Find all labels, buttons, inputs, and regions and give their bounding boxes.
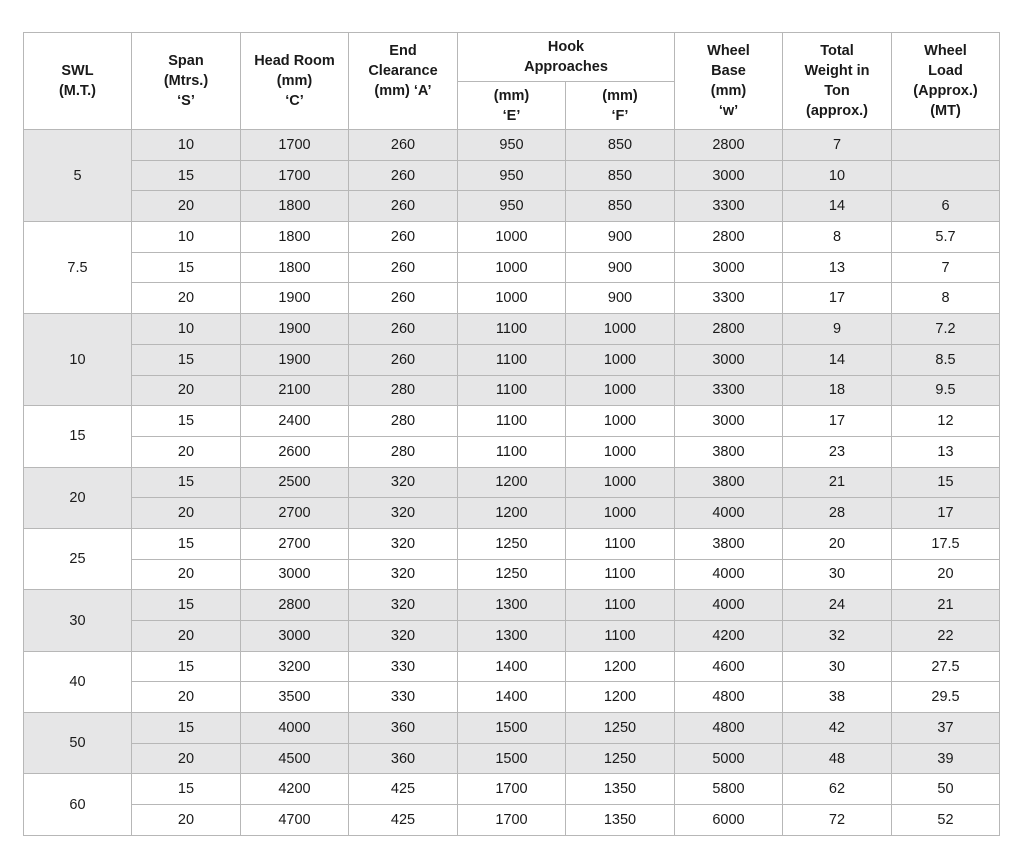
head-room-cell: 4000 bbox=[241, 713, 349, 744]
span-cell: 15 bbox=[132, 651, 241, 682]
total-weight-cell: 48 bbox=[783, 743, 892, 774]
head-room-cell: 3000 bbox=[241, 559, 349, 590]
hook-e-cell: 1200 bbox=[458, 467, 566, 498]
hook-f-cell: 900 bbox=[566, 252, 675, 283]
hook-e-cell: 1400 bbox=[458, 682, 566, 713]
wheel-load-cell: 20 bbox=[892, 559, 1000, 590]
header-hook-f-line2: ‘F’ bbox=[611, 107, 629, 124]
hook-f-cell: 1000 bbox=[566, 375, 675, 406]
header-wheel-load-line3: (Approx.) bbox=[913, 83, 978, 99]
hook-e-cell: 950 bbox=[458, 130, 566, 161]
hook-e-cell: 1700 bbox=[458, 774, 566, 805]
total-weight-cell: 8 bbox=[783, 222, 892, 253]
wheel-base-cell: 3300 bbox=[675, 375, 783, 406]
table-row bbox=[24, 713, 1000, 744]
head-room-cell: 3000 bbox=[241, 621, 349, 652]
header-total-weight-line2: Weight in bbox=[804, 63, 870, 79]
span-cell: 20 bbox=[132, 498, 241, 529]
wheel-base-cell: 4000 bbox=[675, 590, 783, 621]
span-cell: 20 bbox=[132, 743, 241, 774]
end-clearance-cell: 260 bbox=[349, 252, 458, 283]
head-room-cell: 1700 bbox=[241, 130, 349, 161]
hook-f-cell: 1000 bbox=[566, 406, 675, 437]
header-wheel-base-line1: Wheel bbox=[707, 43, 750, 59]
span-cell: 15 bbox=[132, 160, 241, 191]
header-hook-line2: Approaches bbox=[524, 59, 608, 75]
end-clearance-cell: 280 bbox=[349, 436, 458, 467]
total-weight-cell: 17 bbox=[783, 406, 892, 437]
hook-e-cell: 1200 bbox=[458, 498, 566, 529]
table-row bbox=[24, 774, 1000, 805]
wheel-load-cell: 17 bbox=[892, 498, 1000, 529]
header-head-room-line2: (mm) bbox=[276, 73, 313, 89]
hook-f-cell: 1100 bbox=[566, 621, 675, 652]
hook-e-cell: 1100 bbox=[458, 375, 566, 406]
header-wheel-base-line2: Base bbox=[711, 63, 746, 79]
wheel-base-cell: 3800 bbox=[675, 467, 783, 498]
hook-f-cell: 900 bbox=[566, 283, 675, 314]
wheel-base-cell: 3000 bbox=[675, 344, 783, 375]
hook-f-cell: 1000 bbox=[566, 314, 675, 345]
end-clearance-cell: 330 bbox=[349, 651, 458, 682]
wheel-load-cell: 5.7 bbox=[892, 222, 1000, 253]
hook-e-cell: 950 bbox=[458, 191, 566, 222]
crane-spec-table bbox=[23, 32, 1000, 836]
wheel-load-cell: 39 bbox=[892, 743, 1000, 774]
table-row bbox=[24, 590, 1000, 621]
head-room-cell: 2800 bbox=[241, 590, 349, 621]
wheel-load-cell: 8 bbox=[892, 283, 1000, 314]
span-cell: 20 bbox=[132, 805, 241, 836]
table-row bbox=[24, 805, 1000, 836]
header-head-room-line1: Head Room bbox=[254, 53, 335, 69]
wheel-base-cell: 4000 bbox=[675, 498, 783, 529]
head-room-cell: 2400 bbox=[241, 406, 349, 437]
table-row bbox=[24, 283, 1000, 314]
wheel-base-cell: 3000 bbox=[675, 406, 783, 437]
head-room-cell: 3200 bbox=[241, 651, 349, 682]
span-cell: 20 bbox=[132, 621, 241, 652]
wheel-base-cell: 3300 bbox=[675, 283, 783, 314]
hook-f-cell: 1000 bbox=[566, 467, 675, 498]
span-cell: 15 bbox=[132, 252, 241, 283]
header-end-clearance-line1: End bbox=[389, 43, 417, 59]
table-row bbox=[24, 498, 1000, 529]
swl-cell: 40 bbox=[24, 651, 132, 712]
end-clearance-cell: 260 bbox=[349, 222, 458, 253]
wheel-load-cell: 15 bbox=[892, 467, 1000, 498]
header-total-weight-line1: Total bbox=[820, 43, 854, 59]
table-row bbox=[24, 160, 1000, 191]
total-weight-cell: 13 bbox=[783, 252, 892, 283]
table-row bbox=[24, 743, 1000, 774]
table-header bbox=[24, 33, 1000, 130]
head-room-cell: 4200 bbox=[241, 774, 349, 805]
hook-f-cell: 1100 bbox=[566, 528, 675, 559]
swl-cell: 60 bbox=[24, 774, 132, 836]
head-room-cell: 1700 bbox=[241, 160, 349, 191]
span-cell: 20 bbox=[132, 375, 241, 406]
total-weight-cell: 14 bbox=[783, 191, 892, 222]
total-weight-cell: 24 bbox=[783, 590, 892, 621]
wheel-base-cell: 3000 bbox=[675, 160, 783, 191]
header-hook-e-line1: (mm) bbox=[493, 87, 530, 104]
header-wheel-base bbox=[675, 33, 783, 130]
table-row bbox=[24, 191, 1000, 222]
header-wheel-load bbox=[892, 33, 1000, 130]
table-row bbox=[24, 682, 1000, 713]
end-clearance-cell: 280 bbox=[349, 375, 458, 406]
table-body bbox=[24, 130, 1000, 836]
wheel-base-cell: 2800 bbox=[675, 222, 783, 253]
hook-e-cell: 950 bbox=[458, 160, 566, 191]
end-clearance-cell: 330 bbox=[349, 682, 458, 713]
wheel-base-cell: 3800 bbox=[675, 528, 783, 559]
wheel-load-cell: 50 bbox=[892, 774, 1000, 805]
wheel-base-cell: 5000 bbox=[675, 743, 783, 774]
hook-e-cell: 1000 bbox=[458, 283, 566, 314]
wheel-base-cell: 3000 bbox=[675, 252, 783, 283]
head-room-cell: 1800 bbox=[241, 222, 349, 253]
head-room-cell: 1800 bbox=[241, 191, 349, 222]
hook-e-cell: 1300 bbox=[458, 590, 566, 621]
span-cell: 15 bbox=[132, 774, 241, 805]
header-wheel-base-line4: ‘w’ bbox=[718, 103, 739, 119]
end-clearance-cell: 425 bbox=[349, 774, 458, 805]
hook-f-cell: 1200 bbox=[566, 651, 675, 682]
hook-f-cell: 1350 bbox=[566, 774, 675, 805]
wheel-load-cell: 17.5 bbox=[892, 528, 1000, 559]
end-clearance-cell: 260 bbox=[349, 283, 458, 314]
table-row bbox=[24, 406, 1000, 437]
table-row bbox=[24, 436, 1000, 467]
header-hook-e-line2: ‘E’ bbox=[502, 107, 521, 124]
total-weight-cell: 10 bbox=[783, 160, 892, 191]
swl-cell: 7.5 bbox=[24, 222, 132, 314]
hook-f-cell: 1100 bbox=[566, 559, 675, 590]
wheel-base-cell: 3800 bbox=[675, 436, 783, 467]
end-clearance-cell: 260 bbox=[349, 160, 458, 191]
hook-f-cell: 1250 bbox=[566, 713, 675, 744]
head-room-cell: 2700 bbox=[241, 498, 349, 529]
total-weight-cell: 30 bbox=[783, 651, 892, 682]
hook-e-cell: 1100 bbox=[458, 406, 566, 437]
span-cell: 10 bbox=[132, 222, 241, 253]
table-row bbox=[24, 621, 1000, 652]
head-room-cell: 1800 bbox=[241, 252, 349, 283]
wheel-load-cell: 7 bbox=[892, 252, 1000, 283]
total-weight-cell: 28 bbox=[783, 498, 892, 529]
wheel-load-cell: 8.5 bbox=[892, 344, 1000, 375]
span-cell: 20 bbox=[132, 682, 241, 713]
span-cell: 15 bbox=[132, 528, 241, 559]
end-clearance-cell: 260 bbox=[349, 314, 458, 345]
hook-f-cell: 1000 bbox=[566, 498, 675, 529]
table-row bbox=[24, 375, 1000, 406]
swl-cell: 15 bbox=[24, 406, 132, 467]
hook-e-cell: 1100 bbox=[458, 314, 566, 345]
hook-f-cell: 850 bbox=[566, 191, 675, 222]
wheel-load-cell: 29.5 bbox=[892, 682, 1000, 713]
hook-f-cell: 1250 bbox=[566, 743, 675, 774]
wheel-base-cell: 3300 bbox=[675, 191, 783, 222]
span-cell: 20 bbox=[132, 436, 241, 467]
hook-f-cell: 1000 bbox=[566, 344, 675, 375]
wheel-load-cell: 52 bbox=[892, 805, 1000, 836]
wheel-load-cell: 13 bbox=[892, 436, 1000, 467]
total-weight-cell: 23 bbox=[783, 436, 892, 467]
table-row bbox=[24, 467, 1000, 498]
total-weight-cell: 32 bbox=[783, 621, 892, 652]
hook-e-cell: 1100 bbox=[458, 436, 566, 467]
total-weight-cell: 30 bbox=[783, 559, 892, 590]
total-weight-cell: 17 bbox=[783, 283, 892, 314]
header-wheel-load-line4: (MT) bbox=[930, 103, 961, 119]
hook-f-cell: 850 bbox=[566, 160, 675, 191]
total-weight-cell: 14 bbox=[783, 344, 892, 375]
header-head-room bbox=[241, 33, 349, 130]
table-row bbox=[24, 222, 1000, 253]
wheel-base-cell: 5800 bbox=[675, 774, 783, 805]
end-clearance-cell: 320 bbox=[349, 559, 458, 590]
span-cell: 15 bbox=[132, 406, 241, 437]
wheel-base-cell: 2800 bbox=[675, 314, 783, 345]
head-room-cell: 2600 bbox=[241, 436, 349, 467]
span-cell: 15 bbox=[132, 467, 241, 498]
total-weight-cell: 42 bbox=[783, 713, 892, 744]
header-hook-f-line1: (mm) bbox=[602, 87, 638, 104]
header-total-weight-line3: Ton bbox=[824, 83, 850, 99]
total-weight-cell: 21 bbox=[783, 467, 892, 498]
end-clearance-cell: 320 bbox=[349, 467, 458, 498]
swl-cell: 50 bbox=[24, 713, 132, 774]
swl-cell: 30 bbox=[24, 590, 132, 651]
span-cell: 15 bbox=[132, 344, 241, 375]
header-end-clearance bbox=[349, 33, 458, 130]
header-span bbox=[132, 33, 241, 130]
header-hook-line1: Hook bbox=[547, 39, 585, 55]
swl-cell: 10 bbox=[24, 314, 132, 406]
hook-e-cell: 1250 bbox=[458, 559, 566, 590]
header-span-line3: ‘S’ bbox=[177, 93, 195, 109]
wheel-base-cell: 4800 bbox=[675, 713, 783, 744]
wheel-load-cell bbox=[892, 130, 1000, 161]
header-head-room-line3: ‘C’ bbox=[285, 93, 304, 109]
hook-e-cell: 1000 bbox=[458, 222, 566, 253]
table-row bbox=[24, 344, 1000, 375]
total-weight-cell: 62 bbox=[783, 774, 892, 805]
header-swl bbox=[24, 33, 132, 130]
table-row bbox=[24, 314, 1000, 345]
wheel-load-cell: 27.5 bbox=[892, 651, 1000, 682]
total-weight-cell: 38 bbox=[783, 682, 892, 713]
head-room-cell: 1900 bbox=[241, 314, 349, 345]
hook-e-cell: 1400 bbox=[458, 651, 566, 682]
end-clearance-cell: 320 bbox=[349, 590, 458, 621]
end-clearance-cell: 320 bbox=[349, 498, 458, 529]
head-room-cell: 2100 bbox=[241, 375, 349, 406]
end-clearance-cell: 360 bbox=[349, 743, 458, 774]
total-weight-cell: 7 bbox=[783, 130, 892, 161]
head-room-cell: 4700 bbox=[241, 805, 349, 836]
head-room-cell: 4500 bbox=[241, 743, 349, 774]
end-clearance-cell: 320 bbox=[349, 528, 458, 559]
end-clearance-cell: 260 bbox=[349, 130, 458, 161]
hook-e-cell: 1000 bbox=[458, 252, 566, 283]
span-cell: 15 bbox=[132, 713, 241, 744]
hook-e-cell: 1700 bbox=[458, 805, 566, 836]
total-weight-cell: 72 bbox=[783, 805, 892, 836]
header-swl-line2: (M.T.) bbox=[58, 83, 97, 99]
wheel-load-cell: 21 bbox=[892, 590, 1000, 621]
span-cell: 20 bbox=[132, 559, 241, 590]
hook-e-cell: 1100 bbox=[458, 344, 566, 375]
table-row bbox=[24, 559, 1000, 590]
span-cell: 15 bbox=[132, 590, 241, 621]
table-row bbox=[24, 130, 1000, 161]
head-room-cell: 1900 bbox=[241, 344, 349, 375]
hook-f-cell: 1000 bbox=[566, 436, 675, 467]
table-row bbox=[24, 252, 1000, 283]
header-span-line1: Span bbox=[168, 53, 204, 69]
end-clearance-cell: 320 bbox=[349, 621, 458, 652]
end-clearance-cell: 280 bbox=[349, 406, 458, 437]
hook-e-cell: 1500 bbox=[458, 743, 566, 774]
header-span-line2: (Mtrs.) bbox=[163, 73, 209, 89]
wheel-load-cell: 22 bbox=[892, 621, 1000, 652]
header-wheel-base-line3: (mm) bbox=[710, 83, 747, 99]
header-total-weight bbox=[783, 33, 892, 130]
wheel-load-cell: 9.5 bbox=[892, 375, 1000, 406]
wheel-load-cell: 12 bbox=[892, 406, 1000, 437]
hook-f-cell: 1350 bbox=[566, 805, 675, 836]
header-end-clearance-line2: Clearance bbox=[368, 63, 438, 79]
end-clearance-cell: 260 bbox=[349, 344, 458, 375]
wheel-base-cell: 2800 bbox=[675, 130, 783, 161]
hook-e-cell: 1250 bbox=[458, 528, 566, 559]
hook-f-cell: 1100 bbox=[566, 590, 675, 621]
wheel-base-cell: 6000 bbox=[675, 805, 783, 836]
wheel-load-cell bbox=[892, 160, 1000, 191]
hook-f-cell: 850 bbox=[566, 130, 675, 161]
total-weight-cell: 20 bbox=[783, 528, 892, 559]
end-clearance-cell: 260 bbox=[349, 191, 458, 222]
wheel-base-cell: 4600 bbox=[675, 651, 783, 682]
swl-cell: 25 bbox=[24, 528, 132, 589]
swl-cell: 5 bbox=[24, 130, 132, 222]
head-room-cell: 2500 bbox=[241, 467, 349, 498]
end-clearance-cell: 360 bbox=[349, 713, 458, 744]
header-swl-line1: SWL bbox=[61, 63, 94, 79]
wheel-load-cell: 37 bbox=[892, 713, 1000, 744]
total-weight-cell: 9 bbox=[783, 314, 892, 345]
table-row bbox=[24, 651, 1000, 682]
header-total-weight-line4: (approx.) bbox=[805, 103, 869, 119]
header-wheel-load-line1: Wheel bbox=[924, 43, 967, 59]
head-room-cell: 3500 bbox=[241, 682, 349, 713]
end-clearance-cell: 425 bbox=[349, 805, 458, 836]
header-end-clearance-line3: (mm) ‘A’ bbox=[374, 83, 432, 99]
span-cell: 20 bbox=[132, 191, 241, 222]
total-weight-cell: 18 bbox=[783, 375, 892, 406]
header-hook-f bbox=[566, 82, 675, 130]
span-cell: 10 bbox=[132, 130, 241, 161]
wheel-load-cell: 7.2 bbox=[892, 314, 1000, 345]
head-room-cell: 2700 bbox=[241, 528, 349, 559]
span-cell: 20 bbox=[132, 283, 241, 314]
span-cell: 10 bbox=[132, 314, 241, 345]
header-hook-e bbox=[458, 82, 566, 130]
wheel-base-cell: 4200 bbox=[675, 621, 783, 652]
hook-f-cell: 900 bbox=[566, 222, 675, 253]
wheel-base-cell: 4000 bbox=[675, 559, 783, 590]
wheel-load-cell: 6 bbox=[892, 191, 1000, 222]
table-row bbox=[24, 528, 1000, 559]
wheel-base-cell: 4800 bbox=[675, 682, 783, 713]
swl-cell: 20 bbox=[24, 467, 132, 528]
hook-e-cell: 1300 bbox=[458, 621, 566, 652]
header-wheel-load-line2: Load bbox=[928, 63, 963, 79]
head-room-cell: 1900 bbox=[241, 283, 349, 314]
header-hook-approaches bbox=[458, 33, 675, 82]
hook-e-cell: 1500 bbox=[458, 713, 566, 744]
hook-f-cell: 1200 bbox=[566, 682, 675, 713]
